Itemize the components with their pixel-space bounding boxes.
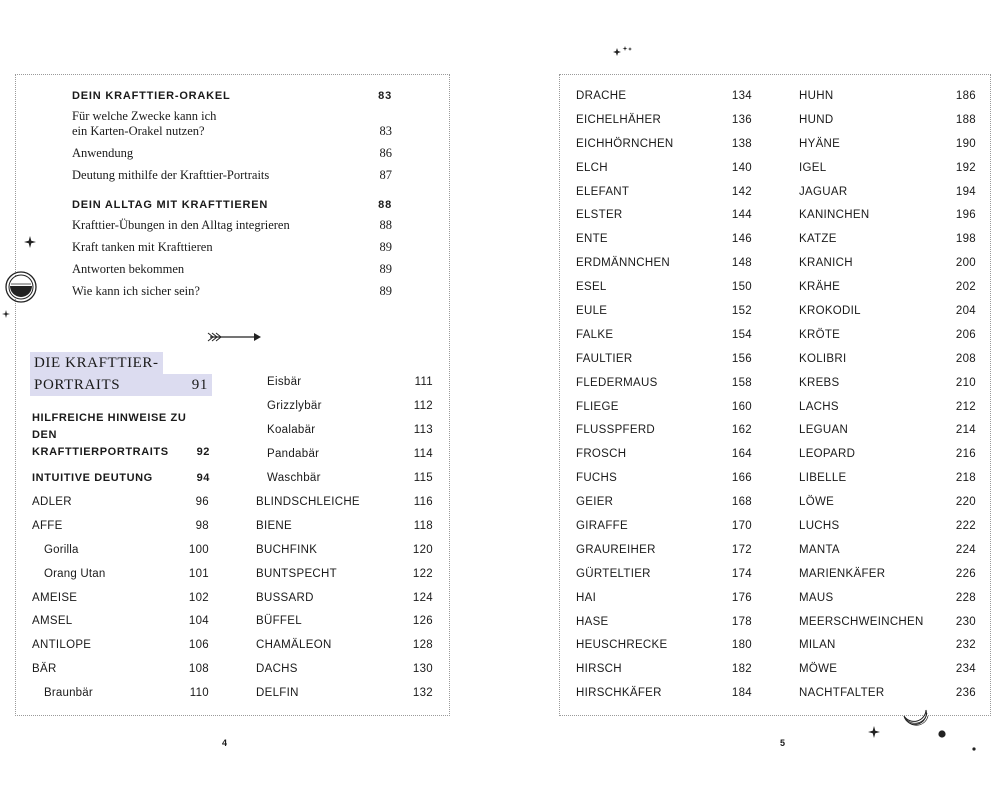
toc-heading[interactable] xyxy=(72,195,392,215)
index-entry[interactable] xyxy=(32,562,209,586)
index-entry-page: 202 xyxy=(955,281,976,294)
index-entry-name: BLINDSCHLEICHE xyxy=(256,495,360,508)
index-entry-name: Orang Utan xyxy=(44,567,106,580)
index-entry-page: 113 xyxy=(413,423,433,436)
index-entry[interactable] xyxy=(256,442,433,466)
index-entry[interactable] xyxy=(32,586,209,610)
sub-headings xyxy=(32,410,210,487)
index-entry-name: GEIER xyxy=(576,496,614,509)
index-entry-page: 172 xyxy=(731,543,752,556)
index-entry-name: MAUS xyxy=(799,591,834,604)
index-entry-name: DRACHE xyxy=(576,89,627,102)
index-entry-page: 130 xyxy=(412,663,433,676)
index-entry-name: BUCHFINK xyxy=(256,543,318,556)
right-index-column-2 xyxy=(799,84,976,705)
left-index-column-2-bears xyxy=(256,370,433,489)
index-entry-page: 150 xyxy=(731,281,752,294)
index-entry-name: MARIENKÄFER xyxy=(799,567,886,580)
index-entry[interactable] xyxy=(576,203,752,227)
index-entry[interactable] xyxy=(256,394,433,418)
toc-top xyxy=(72,86,392,309)
toc-entry-title: Antworten bekommen xyxy=(72,262,185,276)
index-entry-page: 148 xyxy=(731,257,752,270)
index-entry[interactable] xyxy=(799,633,976,657)
index-entry-name: KRANICH xyxy=(799,257,853,270)
index-entry-name: Eisbär xyxy=(267,375,302,388)
index-entry-name: ADLER xyxy=(32,495,72,508)
index-entry-page: 182 xyxy=(731,663,752,676)
index-entry-page: 170 xyxy=(731,519,752,532)
index-entry[interactable] xyxy=(576,180,752,204)
index-entry-name: HIRSCHKÄFER xyxy=(576,687,662,700)
index-entry[interactable] xyxy=(576,586,752,610)
index-entry-name: KATZE xyxy=(799,233,837,246)
index-entry[interactable] xyxy=(32,538,209,562)
index-entry-name: MÖWE xyxy=(799,663,838,676)
sub-heading-page: 92 xyxy=(196,446,210,458)
index-entry-name: EULE xyxy=(576,304,608,317)
star-icon xyxy=(24,236,36,248)
index-entry[interactable] xyxy=(576,227,752,251)
index-entry-page: 212 xyxy=(955,400,976,413)
index-entry-name: LACHS xyxy=(799,400,839,413)
toc-heading[interactable] xyxy=(72,86,392,106)
toc-entry-title: Wie kann ich sicher sein? xyxy=(72,284,200,298)
index-entry[interactable] xyxy=(256,514,433,538)
index-entry-name: FLUSSPFERD xyxy=(576,424,656,437)
dot-small-icon xyxy=(971,746,977,752)
index-entry[interactable] xyxy=(576,514,752,538)
index-entry-name: Koalabär xyxy=(267,423,316,436)
index-entry-name: MANTA xyxy=(799,543,840,556)
toc-entry-page: 88 xyxy=(379,218,392,232)
index-entry-name: FLIEGE xyxy=(576,400,619,413)
index-entry[interactable] xyxy=(256,586,433,610)
index-entry[interactable] xyxy=(799,610,976,634)
index-entry[interactable] xyxy=(576,490,752,514)
index-entry-page: 224 xyxy=(955,543,976,556)
index-entry-name: HYÄNE xyxy=(799,137,841,150)
index-entry[interactable] xyxy=(799,466,976,490)
index-entry-page: 184 xyxy=(731,687,752,700)
toc-heading-title: DEIN KRAFTTIER-ORAKEL xyxy=(72,90,231,102)
index-entry-name: ELEFANT xyxy=(576,185,630,198)
index-entry-page: 96 xyxy=(195,495,209,508)
star-bottom-icon xyxy=(868,726,880,738)
index-entry-name: FAULTIER xyxy=(576,352,633,365)
index-entry[interactable] xyxy=(799,323,976,347)
index-entry[interactable] xyxy=(799,371,976,395)
index-entry-page: 136 xyxy=(731,113,752,126)
index-entry-page: 158 xyxy=(731,376,752,389)
index-entry-page: 176 xyxy=(731,591,752,604)
index-entry-name: MILAN xyxy=(799,639,836,652)
index-entry[interactable] xyxy=(32,633,209,657)
portraits-page: 91 xyxy=(191,377,208,393)
index-entry-page: 194 xyxy=(955,185,976,198)
arrow-ornament-icon xyxy=(206,330,262,344)
toc-entry-title: Kraft tanken mit Krafttieren xyxy=(72,240,213,254)
index-entry-name: ESEL xyxy=(576,281,607,294)
index-entry-name: AMSEL xyxy=(32,615,73,628)
index-entry-page: 111 xyxy=(414,375,433,388)
index-entry-name: GIRAFFE xyxy=(576,519,628,532)
sub-heading-deutung[interactable] xyxy=(32,470,210,487)
index-entry-page: 166 xyxy=(731,472,752,485)
index-entry-name: HUND xyxy=(799,113,834,126)
index-entry-name: AFFE xyxy=(32,519,63,532)
toc-entry-page: 89 xyxy=(379,262,392,276)
left-index-column-1 xyxy=(32,490,209,705)
index-entry[interactable] xyxy=(799,418,976,442)
index-entry-page: 186 xyxy=(955,89,976,102)
index-entry-page: 144 xyxy=(731,209,752,222)
index-entry-page: 214 xyxy=(955,424,976,437)
index-entry-page: 110 xyxy=(189,687,209,700)
index-entry-name: BIENE xyxy=(256,519,293,532)
index-entry-page: 126 xyxy=(412,615,433,628)
index-entry-name: NACHTFALTER xyxy=(799,687,885,700)
index-entry[interactable] xyxy=(576,610,752,634)
toc-section-alltag xyxy=(72,195,392,303)
toc-entry-title: Für welche Zwecke kann ich ein Karten-Orakel nutzen? xyxy=(72,109,217,138)
index-entry-page: 206 xyxy=(955,328,976,341)
index-entry-page: 190 xyxy=(955,137,976,150)
toc-entry[interactable] xyxy=(72,237,392,259)
index-entry-name: EICHHÖRNCHEN xyxy=(576,137,674,150)
index-entry-name: LEGUAN xyxy=(799,424,849,437)
crescent-moon-icon xyxy=(900,704,930,730)
index-entry-name: JAGUAR xyxy=(799,185,848,198)
index-entry[interactable] xyxy=(799,180,976,204)
index-entry-name: MEERSCHWEINCHEN xyxy=(799,615,924,628)
index-entry-name: EICHELHÄHER xyxy=(576,113,662,126)
index-entry[interactable] xyxy=(799,132,976,156)
toc-entry-page: 89 xyxy=(379,284,392,298)
index-entry[interactable] xyxy=(799,681,976,705)
toc-entry[interactable] xyxy=(72,165,392,187)
index-entry-name: FLEDERMAUS xyxy=(576,376,658,389)
index-entry-name: KANINCHEN xyxy=(799,209,870,222)
index-entry[interactable] xyxy=(256,681,433,705)
index-entry-page: 196 xyxy=(955,209,976,222)
index-entry[interactable] xyxy=(576,347,752,371)
index-entry-name: LIBELLE xyxy=(799,472,847,485)
index-entry[interactable] xyxy=(32,514,209,538)
sub-heading-title: HILFREICHE HINWEISE ZU DEN KRAFTTIERPORTRAITS xyxy=(32,412,187,458)
index-entry[interactable] xyxy=(799,657,976,681)
index-entry[interactable] xyxy=(576,299,752,323)
index-entry-page: 118 xyxy=(413,519,433,532)
index-entry[interactable] xyxy=(32,609,209,633)
index-entry[interactable] xyxy=(799,562,976,586)
index-entry[interactable] xyxy=(576,251,752,275)
index-entry-name: ELSTER xyxy=(576,209,623,222)
index-entry-name: FUCHS xyxy=(576,472,618,485)
left-index-column-2 xyxy=(256,490,433,705)
index-entry[interactable] xyxy=(799,227,976,251)
index-entry-name: ERDMÄNNCHEN xyxy=(576,257,671,270)
toc-entry-page: 86 xyxy=(379,146,392,160)
index-entry-name: DACHS xyxy=(256,663,298,676)
index-entry[interactable] xyxy=(576,323,752,347)
index-entry-page: 128 xyxy=(412,639,433,652)
index-entry[interactable] xyxy=(256,490,433,514)
index-entry-page: 160 xyxy=(731,400,752,413)
index-entry-page: 216 xyxy=(955,448,976,461)
index-entry-page: 101 xyxy=(188,567,209,580)
index-entry-page: 236 xyxy=(955,687,976,700)
index-entry-page: 116 xyxy=(413,495,433,508)
index-entry-page: 100 xyxy=(188,543,209,556)
sub-heading-title: INTUITIVE DEUTUNG xyxy=(32,472,153,484)
index-entry-page: 222 xyxy=(955,519,976,532)
index-entry[interactable] xyxy=(256,466,433,490)
index-entry[interactable] xyxy=(576,84,752,108)
index-entry-name: AMEISE xyxy=(32,591,78,604)
index-entry[interactable] xyxy=(32,681,209,705)
toc-entry-title: Krafttier-Übungen in den Alltag integrieren xyxy=(72,218,290,232)
toc-entry[interactable] xyxy=(72,106,392,143)
index-entry-page: 220 xyxy=(955,496,976,509)
index-entry[interactable] xyxy=(256,609,433,633)
index-entry-page: 146 xyxy=(731,233,752,246)
index-entry[interactable] xyxy=(576,275,752,299)
portraits-title-line2: PORTRAITS xyxy=(34,377,121,393)
toc-entry[interactable] xyxy=(72,281,392,303)
index-entry-name: Grizzlybär xyxy=(267,399,322,412)
index-entry[interactable] xyxy=(799,84,976,108)
right-index-column-1 xyxy=(576,84,752,705)
index-entry-page: 228 xyxy=(955,591,976,604)
index-entry[interactable] xyxy=(576,418,752,442)
index-entry-name: DELFIN xyxy=(256,687,299,700)
index-entry-name: BUNTSPECHT xyxy=(256,567,337,580)
index-entry[interactable] xyxy=(576,538,752,562)
index-entry-name: FROSCH xyxy=(576,448,627,461)
index-entry-name: BÜFFEL xyxy=(256,615,302,628)
page-number-left: 4 xyxy=(222,738,228,748)
index-entry-name: KRÖTE xyxy=(799,328,841,341)
index-entry[interactable] xyxy=(576,633,752,657)
index-entry[interactable] xyxy=(256,418,433,442)
index-entry-page: 230 xyxy=(955,615,976,628)
index-entry-page: 112 xyxy=(413,399,433,412)
index-entry[interactable] xyxy=(256,370,433,394)
index-entry-name: BUSSARD xyxy=(256,591,314,604)
index-entry[interactable] xyxy=(799,108,976,132)
index-entry[interactable] xyxy=(799,442,976,466)
index-entry-page: 154 xyxy=(731,328,752,341)
toc-entry[interactable] xyxy=(72,215,392,237)
index-entry-page: 164 xyxy=(731,448,752,461)
index-entry[interactable] xyxy=(799,275,976,299)
index-entry[interactable] xyxy=(576,132,752,156)
index-entry[interactable] xyxy=(799,490,976,514)
index-entry-page: 192 xyxy=(955,161,976,174)
index-entry-page: 115 xyxy=(413,471,433,484)
index-entry[interactable] xyxy=(576,681,752,705)
index-entry-name: ELCH xyxy=(576,161,608,174)
index-entry-page: 142 xyxy=(731,185,752,198)
index-entry-page: 210 xyxy=(955,376,976,389)
index-entry[interactable] xyxy=(799,514,976,538)
index-entry[interactable] xyxy=(799,538,976,562)
index-entry-page: 162 xyxy=(731,424,752,437)
index-entry-name: LEOPARD xyxy=(799,448,856,461)
index-entry-name: GÜRTELTIER xyxy=(576,567,651,580)
sparkle-icon xyxy=(612,44,634,58)
toc-heading-title: DEIN ALLTAG MIT KRAFTTIEREN xyxy=(72,199,269,211)
index-entry[interactable] xyxy=(799,586,976,610)
toc-entry-title: Anwendung xyxy=(72,146,134,160)
toc-entry[interactable] xyxy=(72,143,392,165)
index-entry-page: 226 xyxy=(955,567,976,580)
portraits-heading[interactable] xyxy=(30,352,212,396)
index-entry-page: 188 xyxy=(955,113,976,126)
index-entry-page: 232 xyxy=(955,639,976,652)
dot-icon xyxy=(937,729,947,739)
index-entry[interactable] xyxy=(799,203,976,227)
index-entry-page: 114 xyxy=(413,447,433,460)
index-entry-page: 102 xyxy=(188,591,209,604)
index-entry[interactable] xyxy=(576,442,752,466)
index-entry-name: HASE xyxy=(576,615,609,628)
index-entry[interactable] xyxy=(576,562,752,586)
index-entry[interactable] xyxy=(799,395,976,419)
index-entry-name: HEUSCHRECKE xyxy=(576,639,668,652)
index-entry[interactable] xyxy=(256,562,433,586)
index-entry[interactable] xyxy=(576,108,752,132)
index-entry-name: KREBS xyxy=(799,376,840,389)
index-entry-name: Pandabär xyxy=(267,447,320,460)
index-entry-page: 106 xyxy=(188,639,209,652)
index-entry-page: 168 xyxy=(731,496,752,509)
index-entry-page: 156 xyxy=(731,352,752,365)
index-entry-page: 108 xyxy=(188,663,209,676)
index-entry-page: 180 xyxy=(731,639,752,652)
index-entry[interactable] xyxy=(576,156,752,180)
index-entry-page: 218 xyxy=(955,472,976,485)
portraits-title-line1: DIE KRAFTTIER- xyxy=(30,352,163,374)
index-entry-page: 138 xyxy=(731,137,752,150)
toc-section-orakel xyxy=(72,86,392,187)
index-entry-name: LUCHS xyxy=(799,519,840,532)
index-entry-name: HUHN xyxy=(799,89,834,102)
sub-heading-page: 94 xyxy=(196,472,210,484)
index-entry[interactable] xyxy=(576,466,752,490)
index-entry-page: 134 xyxy=(731,89,752,102)
toc-entry-page: 83 xyxy=(379,124,392,138)
toc-heading-page: 88 xyxy=(378,199,392,211)
index-entry[interactable] xyxy=(256,657,433,681)
index-entry[interactable] xyxy=(799,347,976,371)
index-entry[interactable] xyxy=(799,156,976,180)
index-entry-name: Waschbär xyxy=(267,471,321,484)
sub-heading-hinweise[interactable] xyxy=(32,410,210,461)
index-entry-page: 122 xyxy=(412,567,433,580)
toc-heading-page: 83 xyxy=(378,90,392,102)
index-entry[interactable] xyxy=(32,490,209,514)
page-number-right: 5 xyxy=(780,738,786,748)
index-entry[interactable] xyxy=(799,299,976,323)
index-entry-page: 174 xyxy=(731,567,752,580)
toc-entry[interactable] xyxy=(72,259,392,281)
index-entry-name: HIRSCH xyxy=(576,663,622,676)
index-entry-page: 120 xyxy=(412,543,433,556)
index-entry-name: ENTE xyxy=(576,233,608,246)
index-entry-page: 124 xyxy=(412,591,433,604)
index-entry-page: 198 xyxy=(955,233,976,246)
moon-emblem-icon xyxy=(4,270,38,304)
index-entry-page: 140 xyxy=(731,161,752,174)
star-small-icon xyxy=(2,310,10,318)
index-entry[interactable] xyxy=(576,657,752,681)
toc-entry-page: 87 xyxy=(379,168,392,182)
index-entry-page: 132 xyxy=(412,687,433,700)
index-entry-name: LÖWE xyxy=(799,496,835,509)
index-entry[interactable] xyxy=(32,657,209,681)
index-entry-page: 104 xyxy=(188,615,209,628)
index-entry-name: IGEL xyxy=(799,161,827,174)
index-entry-name: BÄR xyxy=(32,663,57,676)
index-entry-page: 204 xyxy=(955,304,976,317)
index-entry-name: ANTILOPE xyxy=(32,639,92,652)
index-entry-name: KRÄHE xyxy=(799,281,841,294)
index-entry-name: KOLIBRI xyxy=(799,352,847,365)
index-entry-name: KROKODIL xyxy=(799,304,861,317)
index-entry[interactable] xyxy=(576,371,752,395)
index-entry-name: HAI xyxy=(576,591,597,604)
toc-entry-page: 89 xyxy=(379,240,392,254)
index-entry-name: CHAMÄLEON xyxy=(256,639,332,652)
index-entry-page: 98 xyxy=(195,519,209,532)
index-entry[interactable] xyxy=(256,633,433,657)
index-entry-page: 200 xyxy=(955,257,976,270)
index-entry-page: 178 xyxy=(731,615,752,628)
index-entry-name: Gorilla xyxy=(44,543,79,556)
index-entry-page: 152 xyxy=(731,304,752,317)
index-entry-page: 234 xyxy=(955,663,976,676)
index-entry-name: GRAUREIHER xyxy=(576,543,656,556)
index-entry[interactable] xyxy=(799,251,976,275)
index-entry-name: FALKE xyxy=(576,328,614,341)
index-entry-name: Braunbär xyxy=(44,687,93,700)
portraits-title-line2-row xyxy=(30,374,212,396)
index-entry[interactable] xyxy=(256,538,433,562)
toc-entry-title: Deutung mithilfe der Krafttier-Portraits xyxy=(72,168,270,182)
index-entry-page: 208 xyxy=(955,352,976,365)
index-entry[interactable] xyxy=(576,395,752,419)
